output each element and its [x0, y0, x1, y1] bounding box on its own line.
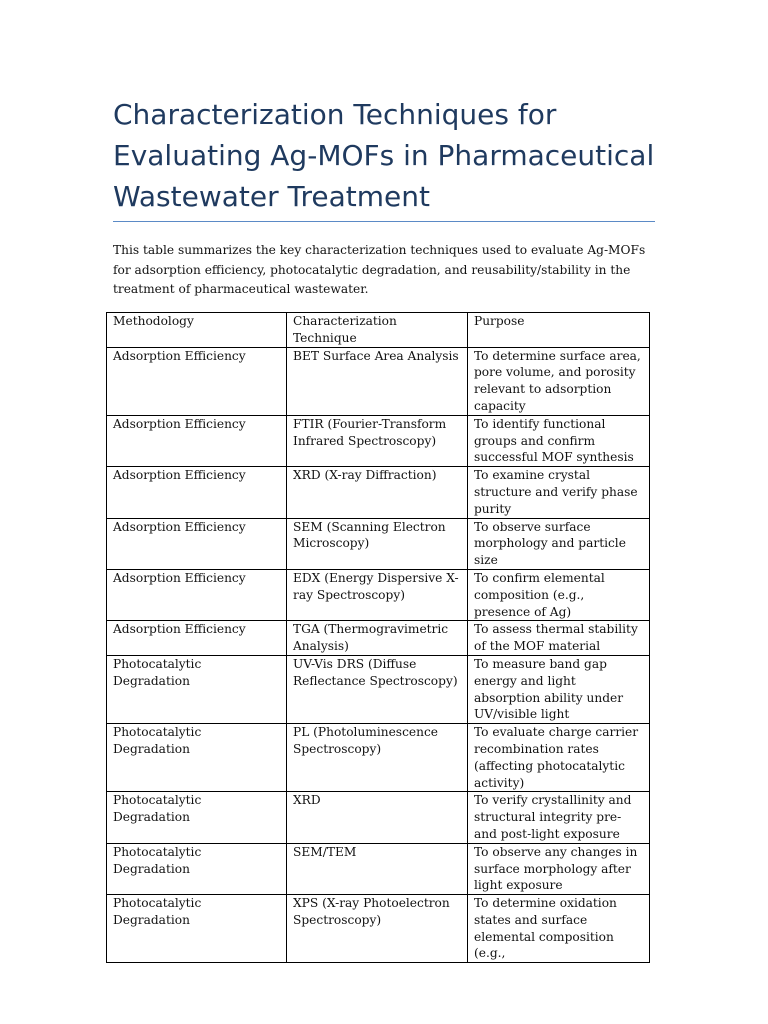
cell-technique: PL (Photoluminescence Spectroscopy) — [287, 724, 468, 792]
cell-purpose: To identify functional groups and confirm successful MOF synthesis — [468, 415, 650, 466]
header-technique: Characterization Technique — [287, 313, 468, 348]
cell-technique: XRD (X-ray Diffraction) — [287, 467, 468, 518]
cell-technique: XRD — [287, 792, 468, 843]
cell-methodology: Photocatalytic Degradation — [107, 655, 287, 723]
table-row — [107, 895, 650, 963]
cell-methodology: Photocatalytic Degradation — [107, 843, 287, 894]
title-divider — [113, 221, 655, 222]
cell-methodology: Adsorption Efficiency — [107, 621, 287, 656]
header-methodology: Methodology — [107, 313, 287, 348]
cell-methodology: Adsorption Efficiency — [107, 467, 287, 518]
table-row — [107, 347, 650, 415]
intro-paragraph: This table summarizes the key characterization techniques used to evaluate Ag-MOFs for adsorption efficiency, photocatalytic degradation, and reusability/stability in the treatment of pharmaceutical wastewater. — [113, 243, 646, 296]
cell-purpose: To determine surface area, pore volume, and porosity relevant to adsorption capacity — [468, 347, 650, 415]
cell-purpose: To confirm elemental composition (e.g., presence of Ag) — [468, 569, 650, 620]
table-row — [107, 621, 650, 656]
cell-purpose: To examine crystal structure and verify phase purity — [468, 467, 650, 518]
cell-methodology: Photocatalytic Degradation — [107, 792, 287, 843]
cell-purpose: To assess thermal stability of the MOF material — [468, 621, 650, 656]
header-purpose: Purpose — [468, 313, 650, 348]
cell-technique: BET Surface Area Analysis — [287, 347, 468, 415]
cell-purpose: To measure band gap energy and light absorption ability under UV/visible light — [468, 655, 650, 723]
cell-technique: TGA (Thermogravimetric Analysis) — [287, 621, 468, 656]
cell-methodology: Adsorption Efficiency — [107, 415, 287, 466]
table-header-row — [107, 313, 650, 348]
table-row — [107, 518, 650, 569]
techniques-table — [106, 312, 650, 963]
cell-purpose: To verify crystallinity and structural integrity pre- and post-light exposure — [468, 792, 650, 843]
cell-purpose: To observe surface morphology and particle size — [468, 518, 650, 569]
cell-technique: SEM (Scanning Electron Microscopy) — [287, 518, 468, 569]
cell-methodology: Adsorption Efficiency — [107, 347, 287, 415]
table-row — [107, 467, 650, 518]
cell-methodology: Adsorption Efficiency — [107, 518, 287, 569]
cell-technique: UV-Vis DRS (Diffuse Reflectance Spectroscopy) — [287, 655, 468, 723]
table-row — [107, 415, 650, 466]
table-row — [107, 792, 650, 843]
table-row — [107, 843, 650, 894]
cell-methodology: Adsorption Efficiency — [107, 569, 287, 620]
cell-technique: EDX (Energy Dispersive X-ray Spectroscopy) — [287, 569, 468, 620]
cell-methodology: Photocatalytic Degradation — [107, 724, 287, 792]
cell-purpose: To evaluate charge carrier recombination rates (affecting photocatalytic activity) — [468, 724, 650, 792]
table-row — [107, 655, 650, 723]
cell-purpose: To observe any changes in surface morphology after light exposure — [468, 843, 650, 894]
cell-purpose: To determine oxidation states and surface elemental composition (e.g., — [468, 895, 650, 963]
cell-technique: SEM/TEM — [287, 843, 468, 894]
table-row — [107, 569, 650, 620]
cell-technique: XPS (X-ray Photoelectron Spectroscopy) — [287, 895, 468, 963]
cell-methodology: Photocatalytic Degradation — [107, 895, 287, 963]
page-title: Characterization Techniques for Evaluating Ag-MOFs in Pharmaceutical Wastewater Treatment — [113, 98, 655, 213]
cell-technique: FTIR (Fourier-Transform Infrared Spectroscopy) — [287, 415, 468, 466]
table-row — [107, 724, 650, 792]
